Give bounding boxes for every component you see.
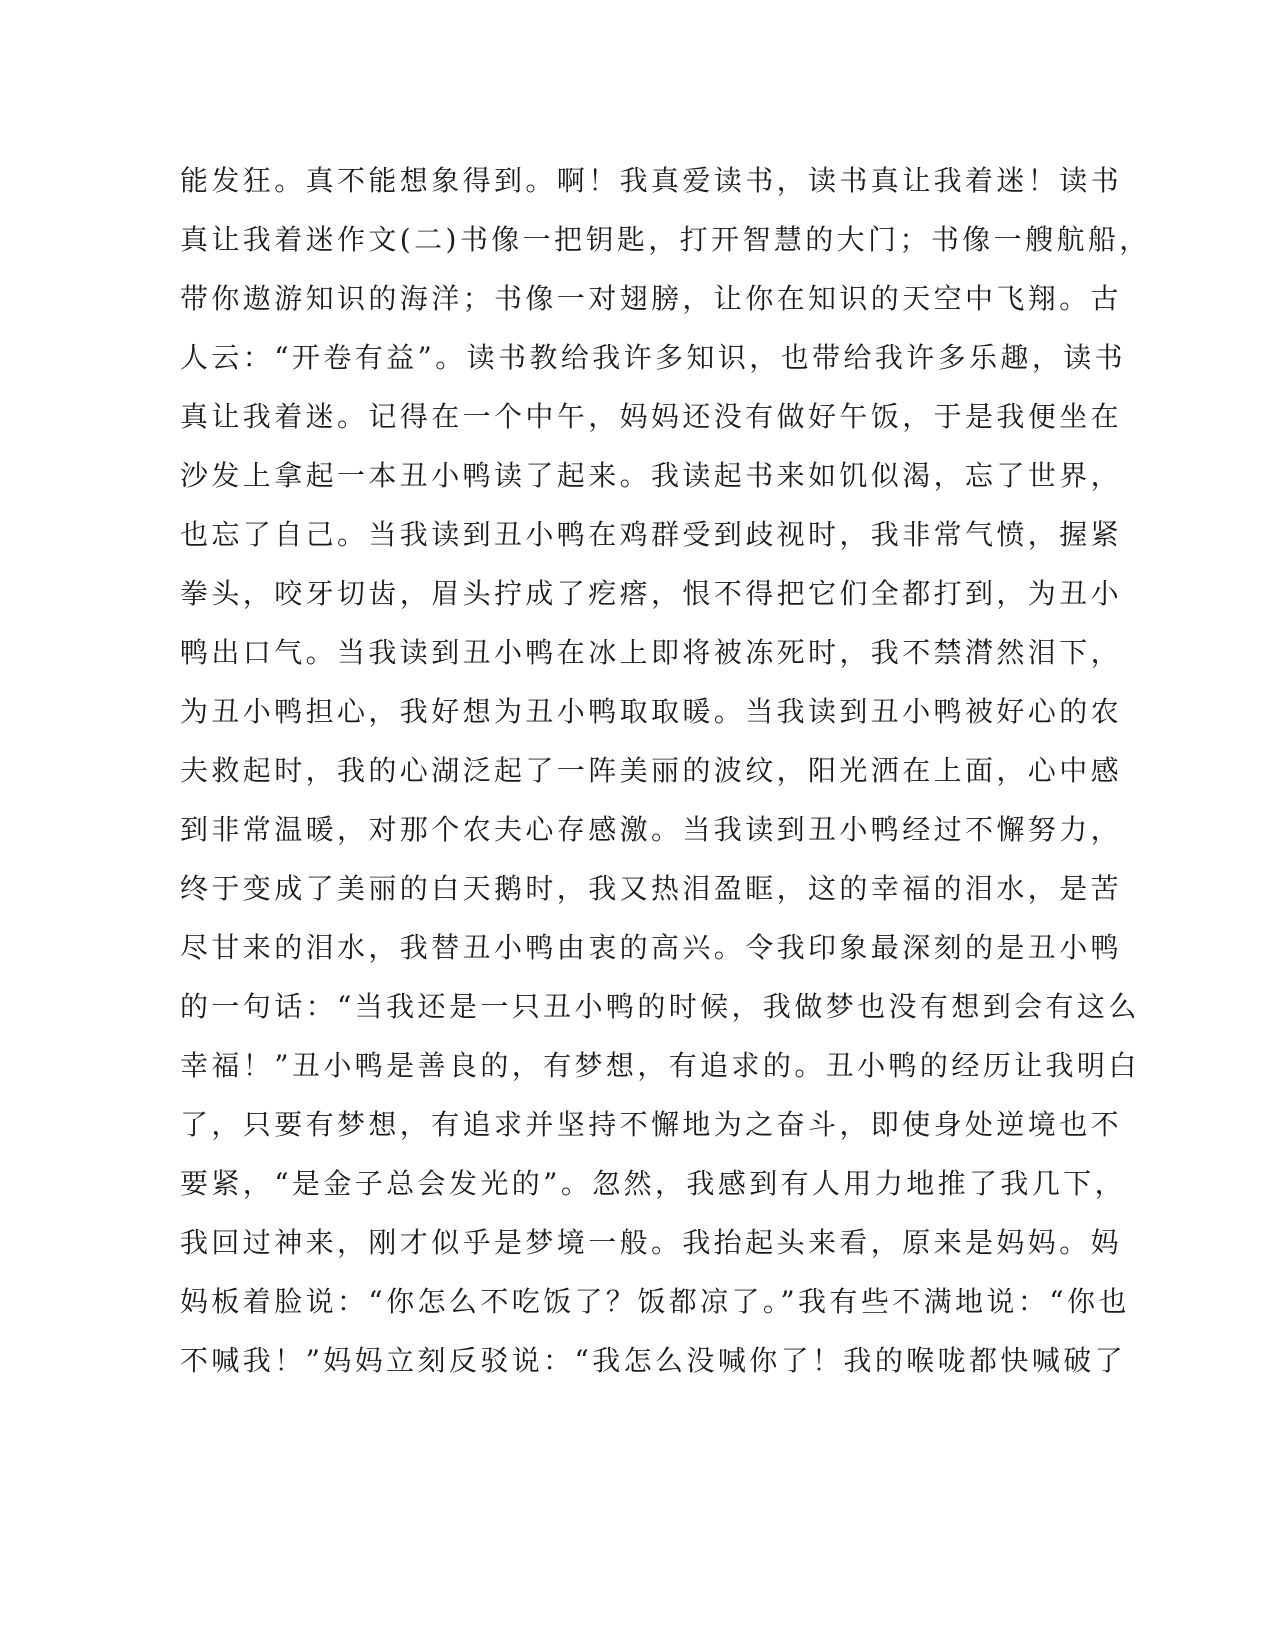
- text-line: 妈板着脸说：“你怎么不吃饭了？饭都凉了。”我有些不满地说：“你也: [180, 1285, 1130, 1318]
- text-line: 人云：“开卷有益”。读书教给我许多知识，也带给我许多乐趣，读书: [180, 341, 1127, 374]
- text-line: 尽甘来的泪水，我替丑小鸭由衷的高兴。令我印象最深刻的是丑小鸭: [180, 931, 1123, 964]
- text-line: 也忘了自己。当我读到丑小鸭在鸡群受到歧视时，我非常气愤，握紧: [180, 518, 1123, 551]
- text-line: 为丑小鸭担心，我好想为丑小鸭取取暖。当我读到丑小鸭被好心的农: [180, 695, 1123, 728]
- text-line: 不喊我！”妈妈立刻反驳说：“我怎么没喊你了！我的喉咙都快喊破了: [180, 1344, 1127, 1377]
- text-line: 终于变成了美丽的白天鹅时，我又热泪盈眶，这的幸福的泪水，是苦: [180, 872, 1123, 905]
- text-line: 真让我着迷。记得在一个中午，妈妈还没有做好午饭，于是我便坐在: [180, 400, 1123, 433]
- text-line: 夫救起时，我的心湖泛起了一阵美丽的波纹，阳光洒在上面，心中感: [180, 754, 1123, 787]
- text-line: 到非常温暖，对那个农夫心存感激。当我读到丑小鸭经过不懈努力，: [180, 813, 1123, 846]
- text-line: 带你遨游知识的海洋；书像一对翅膀，让你在知识的天空中飞翔。古: [180, 282, 1123, 315]
- text-line: 真让我着迷作文(二)书像一把钥匙，打开智慧的大门；书像一艘航船，: [180, 223, 1151, 256]
- text-line: 了，只要有梦想，有追求并坚持不懈地为之奋斗，即使身处逆境也不: [180, 1108, 1123, 1141]
- essay-body: [180, 158, 1151, 1397]
- text-line: 鸭出口气。当我读到丑小鸭在冰上即将被冻死时，我不禁潸然泪下，: [180, 636, 1123, 669]
- text-line: 拳头，咬牙切齿，眉头拧成了疙瘩，恨不得把它们全都打到，为丑小: [180, 577, 1123, 610]
- text-line: 沙发上拿起一本丑小鸭读了起来。我读起书来如饥似渴，忘了世界，: [180, 459, 1123, 492]
- text-line: 的一句话：“当我还是一只丑小鸭的时候，我做梦也没有想到会有这么: [180, 990, 1140, 1023]
- text-line: 幸福！”丑小鸭是善良的，有梦想，有追求的。丑小鸭的经历让我明白: [180, 1049, 1140, 1082]
- text-line: 我回过神来，刚才似乎是梦境一般。我抬起头来看，原来是妈妈。妈: [180, 1226, 1123, 1259]
- text-line: 能发狂。真不能想象得到。啊！我真爱读书，读书真让我着迷！读书: [180, 164, 1123, 197]
- text-line: 要紧，“是金子总会发光的”。忽然，我感到有人用力地推了我几下，: [180, 1167, 1127, 1200]
